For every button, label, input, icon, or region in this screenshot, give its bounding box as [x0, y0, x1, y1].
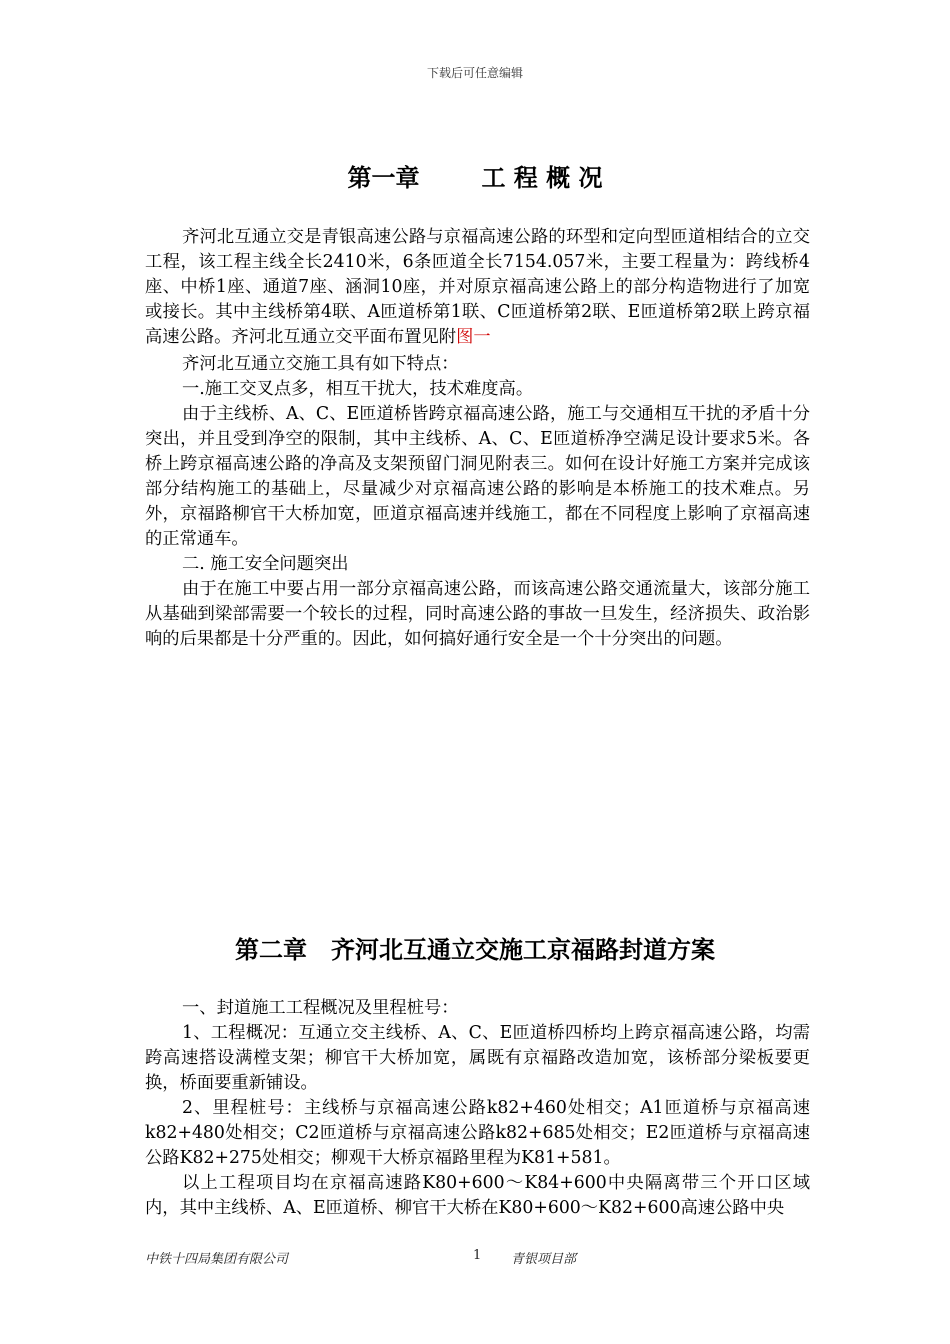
paragraph: 以上工程项目均在京福高速路K80+600～K84+600中央隔离带三个开口区域内，其中主线桥、A、E匝道桥、柳官干大桥在K80+600～K82+600高速公路中央: [145, 1173, 810, 1218]
chapter-2-heading: [0, 930, 950, 965]
paragraph: [145, 225, 810, 350]
footer-page-number: 1: [473, 1248, 482, 1263]
chapter-1-heading: [0, 158, 950, 193]
page-footer: [145, 1248, 810, 1268]
chapter-2-title: 齐河北互通立交施工京福路封道方案: [331, 936, 715, 964]
paragraph: 1、工程概况：互通立交主线桥、A、C、E匝道桥四桥均上跨京福高速公路，均需跨高速搭设满樘支架；柳官干大桥加宽，属既有京福路改造加宽，该桥部分梁板要更换，桥面要重新铺设。: [145, 1023, 810, 1093]
chapter-1-title: 工 程 概 况: [481, 164, 603, 192]
paragraph: 由于在施工中要占用一部分京福高速公路，而该高速公路交通流量大，该部分施工从基础到梁部需要一个较长的过程，同时高速公路的事故一旦发生，经济损失、政治影响的后果都是十分严重的。因此，如何搞好通行安全是一个十分突出的问题。: [145, 579, 810, 649]
paragraph: 由于主线桥、A、C、E匝道桥皆跨京福高速公路，施工与交通相互干扰的矛盾十分突出，并且受到净空的限制，其中主线桥、A、C、E匝道桥净空满足设计要求5米。各桥上跨京福高速公路的净高及支架预留门洞见附表三。如何在设计好施工方案并完成该部分结构施工的基础上，尽量减少对京福高速公路的影响是本桥施工的技术难点。另外，京福路柳官干大桥加宽，匝道京福高速并线施工，都在不同程度上影响了京福高速的正常通车。: [145, 404, 810, 549]
chapter-2-label: 第二章: [235, 936, 307, 964]
chapter-1-label: 第一章: [347, 164, 420, 192]
paragraph: 一.施工交叉点多，相互干扰大，技术难度高。: [182, 379, 534, 399]
chapter-1-body: [145, 225, 810, 652]
figure-reference-link[interactable]: 图一: [456, 327, 491, 347]
paragraph: 2、里程桩号：主线桥与京福高速公路k82+460处相交；A1匝道桥与京福高速k82+480处相交；C2匝道桥与京福高速公路k82+685处相交；E2匝道桥与京福高速公路K82+275处相交；柳观干大桥京福路里程为K81+581。: [145, 1098, 810, 1168]
paragraph: 齐河北互通立交施工具有如下特点：: [182, 354, 459, 374]
footer-company: 中铁十四局集团有限公司: [145, 1252, 289, 1267]
paragraph: 二. 施工安全问题突出: [182, 554, 349, 574]
paragraph: 一、封道施工工程概况及里程桩号：: [182, 998, 459, 1018]
page-header-note: 下载后可任意编辑: [426, 66, 523, 80]
paragraph-text: 齐河北互通立交是青银高速公路与京福高速公路的环型和定向型匝道相结合的立交工程，该工程主线全长2410米，6条匝道全长7154.057米，主要工程量为：跨线桥4座、中桥1座、通道7座、涵洞10座，并对原京福高速公路上的部分构造物进行了加宽或接长。其中主线桥第4联、A匝道桥第1联、C匝道桥第2联、E匝道桥第2联上跨京福高速公路。齐河北互通立交平面布置见附: [145, 227, 810, 347]
footer-department: 青银项目部: [511, 1252, 577, 1267]
chapter-2-body: [145, 996, 810, 1221]
